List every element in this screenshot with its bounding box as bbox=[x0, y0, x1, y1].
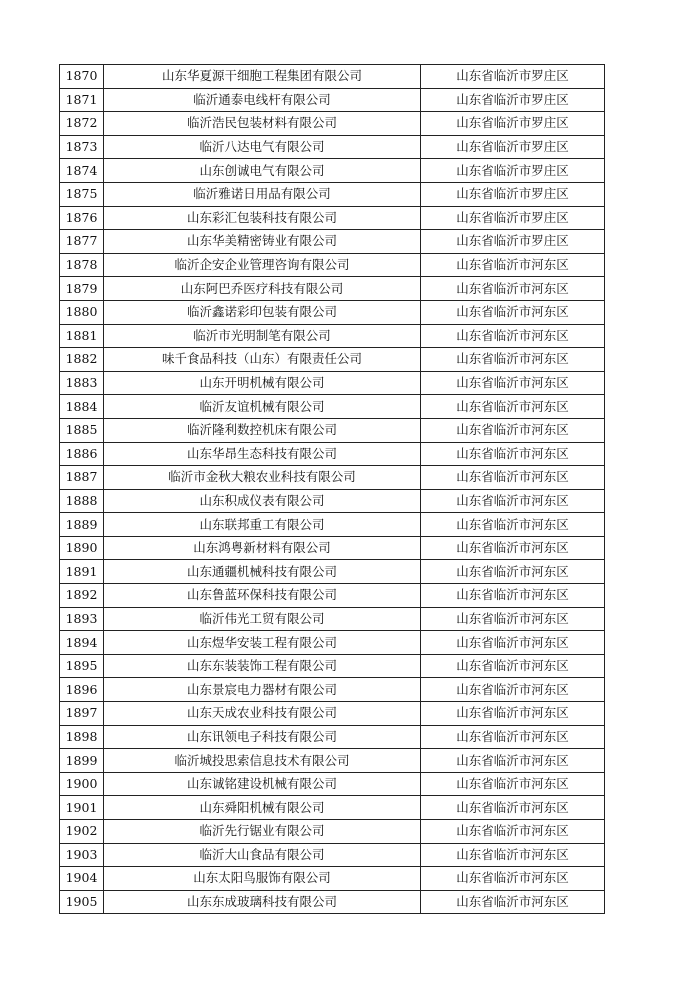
company-name-cell: 山东鸿粤新材料有限公司 bbox=[104, 536, 421, 560]
location-cell: 山东省临沂市河东区 bbox=[421, 725, 605, 749]
row-number-cell: 1896 bbox=[60, 678, 104, 702]
table-body bbox=[60, 65, 605, 914]
location-cell: 山东省临沂市河东区 bbox=[421, 702, 605, 726]
location-cell: 山东省临沂市河东区 bbox=[421, 749, 605, 773]
row-number-cell: 1904 bbox=[60, 867, 104, 891]
row-number-cell: 1873 bbox=[60, 135, 104, 159]
location-cell: 山东省临沂市罗庄区 bbox=[421, 88, 605, 112]
table-row bbox=[60, 772, 605, 796]
row-number-cell: 1877 bbox=[60, 230, 104, 254]
company-name-cell: 临沂市光明制笔有限公司 bbox=[104, 324, 421, 348]
location-cell: 山东省临沂市河东区 bbox=[421, 253, 605, 277]
row-number-cell: 1883 bbox=[60, 371, 104, 395]
location-cell: 山东省临沂市河东区 bbox=[421, 371, 605, 395]
company-name-cell: 山东积成仪表有限公司 bbox=[104, 489, 421, 513]
location-cell: 山东省临沂市罗庄区 bbox=[421, 230, 605, 254]
table-row bbox=[60, 88, 605, 112]
row-number-cell: 1880 bbox=[60, 300, 104, 324]
row-number-cell: 1872 bbox=[60, 112, 104, 136]
row-number-cell: 1875 bbox=[60, 182, 104, 206]
row-number-cell: 1905 bbox=[60, 890, 104, 914]
row-number-cell: 1881 bbox=[60, 324, 104, 348]
row-number-cell: 1903 bbox=[60, 843, 104, 867]
row-number-cell: 1888 bbox=[60, 489, 104, 513]
company-name-cell: 山东东成玻璃科技有限公司 bbox=[104, 890, 421, 914]
table-row bbox=[60, 796, 605, 820]
row-number-cell: 1901 bbox=[60, 796, 104, 820]
company-name-cell: 临沂企安企业管理咨询有限公司 bbox=[104, 253, 421, 277]
company-name-cell: 山东华昂生态科技有限公司 bbox=[104, 442, 421, 466]
table-row bbox=[60, 489, 605, 513]
location-cell: 山东省临沂市河东区 bbox=[421, 584, 605, 608]
table-row bbox=[60, 253, 605, 277]
table-row bbox=[60, 725, 605, 749]
company-name-cell: 临沂鑫诺彩印包装有限公司 bbox=[104, 300, 421, 324]
location-cell: 山东省临沂市罗庄区 bbox=[421, 182, 605, 206]
table-row bbox=[60, 277, 605, 301]
location-cell: 山东省临沂市河东区 bbox=[421, 300, 605, 324]
table-row bbox=[60, 890, 605, 914]
location-cell: 山东省临沂市河东区 bbox=[421, 796, 605, 820]
row-number-cell: 1890 bbox=[60, 536, 104, 560]
table-row bbox=[60, 843, 605, 867]
row-number-cell: 1902 bbox=[60, 820, 104, 844]
row-number-cell: 1891 bbox=[60, 560, 104, 584]
location-cell: 山东省临沂市河东区 bbox=[421, 678, 605, 702]
company-name-cell: 山东创诚电气有限公司 bbox=[104, 159, 421, 183]
row-number-cell: 1898 bbox=[60, 725, 104, 749]
table-row bbox=[60, 371, 605, 395]
location-cell: 山东省临沂市河东区 bbox=[421, 277, 605, 301]
company-name-cell: 临沂通泰电线杆有限公司 bbox=[104, 88, 421, 112]
table-row bbox=[60, 584, 605, 608]
location-cell: 山东省临沂市罗庄区 bbox=[421, 159, 605, 183]
company-name-cell: 临沂隆利数控机床有限公司 bbox=[104, 418, 421, 442]
company-name-cell: 山东华美精密铸业有限公司 bbox=[104, 230, 421, 254]
location-cell: 山东省临沂市河东区 bbox=[421, 843, 605, 867]
company-name-cell: 味千食品科技（山东）有限责任公司 bbox=[104, 348, 421, 372]
table-row bbox=[60, 135, 605, 159]
company-list-table bbox=[59, 64, 605, 914]
row-number-cell: 1889 bbox=[60, 513, 104, 537]
location-cell: 山东省临沂市河东区 bbox=[421, 631, 605, 655]
row-number-cell: 1884 bbox=[60, 395, 104, 419]
table-row bbox=[60, 702, 605, 726]
location-cell: 山东省临沂市罗庄区 bbox=[421, 112, 605, 136]
row-number-cell: 1882 bbox=[60, 348, 104, 372]
row-number-cell: 1893 bbox=[60, 607, 104, 631]
location-cell: 山东省临沂市河东区 bbox=[421, 395, 605, 419]
row-number-cell: 1874 bbox=[60, 159, 104, 183]
location-cell: 山东省临沂市河东区 bbox=[421, 890, 605, 914]
company-name-cell: 山东华夏源干细胞工程集团有限公司 bbox=[104, 65, 421, 89]
location-cell: 山东省临沂市河东区 bbox=[421, 324, 605, 348]
company-name-cell: 临沂雅诺日用品有限公司 bbox=[104, 182, 421, 206]
location-cell: 山东省临沂市河东区 bbox=[421, 442, 605, 466]
location-cell: 山东省临沂市河东区 bbox=[421, 418, 605, 442]
row-number-cell: 1871 bbox=[60, 88, 104, 112]
company-name-cell: 临沂浩民包装材料有限公司 bbox=[104, 112, 421, 136]
location-cell: 山东省临沂市河东区 bbox=[421, 560, 605, 584]
company-name-cell: 山东阿巴乔医疗科技有限公司 bbox=[104, 277, 421, 301]
company-name-cell: 临沂伟光工贸有限公司 bbox=[104, 607, 421, 631]
company-name-cell: 山东煜华安装工程有限公司 bbox=[104, 631, 421, 655]
table-row bbox=[60, 466, 605, 490]
location-cell: 山东省临沂市河东区 bbox=[421, 489, 605, 513]
company-name-cell: 临沂友谊机械有限公司 bbox=[104, 395, 421, 419]
table-row bbox=[60, 65, 605, 89]
company-name-cell: 山东诚铭建设机械有限公司 bbox=[104, 772, 421, 796]
location-cell: 山东省临沂市河东区 bbox=[421, 466, 605, 490]
table-row bbox=[60, 442, 605, 466]
company-name-cell: 山东太阳鸟服饰有限公司 bbox=[104, 867, 421, 891]
company-name-cell: 山东通疆机械科技有限公司 bbox=[104, 560, 421, 584]
table-row bbox=[60, 513, 605, 537]
table-row bbox=[60, 820, 605, 844]
company-name-cell: 临沂城投思索信息技术有限公司 bbox=[104, 749, 421, 773]
table-row bbox=[60, 631, 605, 655]
company-name-cell: 临沂八达电气有限公司 bbox=[104, 135, 421, 159]
table-row bbox=[60, 654, 605, 678]
row-number-cell: 1887 bbox=[60, 466, 104, 490]
table-row bbox=[60, 324, 605, 348]
company-name-cell: 山东彩汇包装科技有限公司 bbox=[104, 206, 421, 230]
location-cell: 山东省临沂市河东区 bbox=[421, 348, 605, 372]
table-row bbox=[60, 348, 605, 372]
company-name-cell: 临沂大山食品有限公司 bbox=[104, 843, 421, 867]
table-row bbox=[60, 395, 605, 419]
row-number-cell: 1876 bbox=[60, 206, 104, 230]
location-cell: 山东省临沂市罗庄区 bbox=[421, 65, 605, 89]
company-name-cell: 山东讯领电子科技有限公司 bbox=[104, 725, 421, 749]
row-number-cell: 1897 bbox=[60, 702, 104, 726]
table-row bbox=[60, 206, 605, 230]
row-number-cell: 1892 bbox=[60, 584, 104, 608]
table-row bbox=[60, 159, 605, 183]
table-row bbox=[60, 418, 605, 442]
row-number-cell: 1878 bbox=[60, 253, 104, 277]
company-name-cell: 临沂先行锯业有限公司 bbox=[104, 820, 421, 844]
table-row bbox=[60, 867, 605, 891]
row-number-cell: 1894 bbox=[60, 631, 104, 655]
table-row bbox=[60, 749, 605, 773]
row-number-cell: 1899 bbox=[60, 749, 104, 773]
row-number-cell: 1886 bbox=[60, 442, 104, 466]
company-name-cell: 山东天成农业科技有限公司 bbox=[104, 702, 421, 726]
location-cell: 山东省临沂市罗庄区 bbox=[421, 206, 605, 230]
location-cell: 山东省临沂市河东区 bbox=[421, 820, 605, 844]
company-name-cell: 山东鲁蓝环保科技有限公司 bbox=[104, 584, 421, 608]
location-cell: 山东省临沂市河东区 bbox=[421, 867, 605, 891]
location-cell: 山东省临沂市河东区 bbox=[421, 772, 605, 796]
table-row bbox=[60, 536, 605, 560]
table-row bbox=[60, 182, 605, 206]
table-row bbox=[60, 112, 605, 136]
table-row bbox=[60, 560, 605, 584]
row-number-cell: 1879 bbox=[60, 277, 104, 301]
company-name-cell: 山东景宸电力器材有限公司 bbox=[104, 678, 421, 702]
company-name-cell: 山东东装装饰工程有限公司 bbox=[104, 654, 421, 678]
location-cell: 山东省临沂市河东区 bbox=[421, 513, 605, 537]
location-cell: 山东省临沂市河东区 bbox=[421, 654, 605, 678]
company-name-cell: 山东开明机械有限公司 bbox=[104, 371, 421, 395]
table-row bbox=[60, 230, 605, 254]
location-cell: 山东省临沂市河东区 bbox=[421, 536, 605, 560]
row-number-cell: 1870 bbox=[60, 65, 104, 89]
table-row bbox=[60, 300, 605, 324]
table-row bbox=[60, 607, 605, 631]
row-number-cell: 1900 bbox=[60, 772, 104, 796]
company-name-cell: 山东舜阳机械有限公司 bbox=[104, 796, 421, 820]
company-name-cell: 山东联邦重工有限公司 bbox=[104, 513, 421, 537]
location-cell: 山东省临沂市河东区 bbox=[421, 607, 605, 631]
location-cell: 山东省临沂市罗庄区 bbox=[421, 135, 605, 159]
row-number-cell: 1895 bbox=[60, 654, 104, 678]
table-row bbox=[60, 678, 605, 702]
row-number-cell: 1885 bbox=[60, 418, 104, 442]
company-name-cell: 临沂市金秋大粮农业科技有限公司 bbox=[104, 466, 421, 490]
